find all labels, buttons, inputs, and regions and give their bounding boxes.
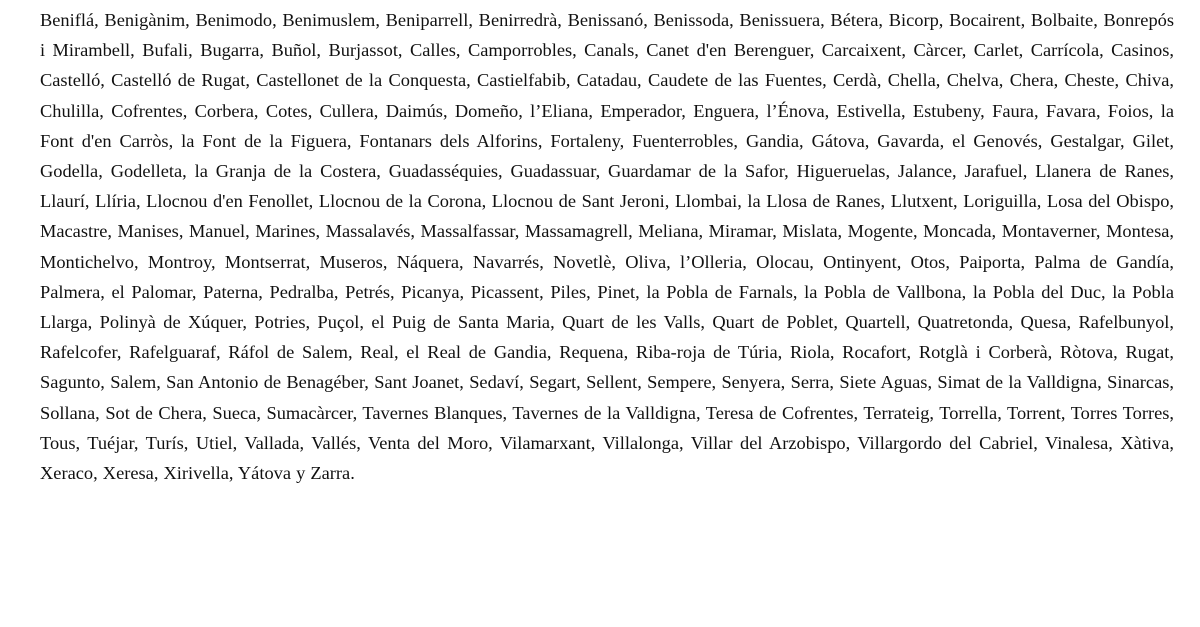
municipality-list-paragraph: Beniflá, Benigànim, Benimodo, Benimuslem, Beniparrell, Benirredrà, Benissanó, Benissoda, Benissuera, Bétera, Bicorp, Bocairent, Bolbaite, Bonrepós i Mirambell, Bufali, Bugarra, Buñol, Burjassot, Calles, Camporrobles, Canals, Canet d'en Berenguer, Carcaixent, Càrcer, Carlet, Carrícola, Casinos, Castelló, Castelló de Rugat, Castellonet de la Conquesta, Castielfabib, Catadau, Caudete de las Fuentes, Cerdà, Chella, Chelva, Chera, Cheste, Chiva, Chulilla, Cofrentes, Corbera, Cotes, Cullera, Daimús, Domeño, l’Eliana, Emperador, Enguera, l’Énova, Estivella, Estubeny, Faura, Favara, Foios, la Font d'en Carròs, la Font de la Figuera, Fontanars dels Alforins, Fortaleny, Fuenterrobles, Gandia, Gátova, Gavarda, el Genovés, Gestalgar, Gilet, Godella, Godelleta, la Granja de la Costera, Guadasséquies, Guadassuar, Guardamar de la Safor, Higueruelas, Jalance, Jarafuel, Llanera de Ranes, Llaurí, Llíria, Llocnou d'en Fenollet, Llocnou de la Corona, Llocnou de Sant Jeroni, Llombai, la Llosa de Ranes, Llutxent, Loriguilla, Losa del Obispo, Macastre, Manises, Manuel, Marines, Massalavés, Massalfassar, Massamagrell, Meliana, Miramar, Mislata, Mogente, Moncada, Montaverner, Montesa, Montichelvo, Montroy, Montserrat, Museros, Náquera, Navarrés, Novetlè, Oliva, l’Olleria, Olocau, Ontinyent, Otos, Paiporta, Palma de Gandía, Palmera, el Palomar, Paterna, Pedralba, Petrés, Picanya, Picassent, Piles, Pinet, la Pobla de Farnals, la Pobla de Vallbona, la Pobla del Duc, la Pobla Llarga, Polinyà de Xúquer, Potries, Puçol, el Puig de Santa Maria, Quart de les Valls, Quart de Poblet, Quartell, Quatretonda, Quesa, Rafelbunyol, Rafelcofer, Rafelguaraf, Ráfol de Salem, Real, el Real de Gandia, Requena, Riba-roja de Túria, Riola, Rocafort, Rotglà i Corberà, Ròtova, Rugat, Sagunto, Salem, San Antonio de Benagéber, Sant Joanet, Sedaví, Segart, Sellent, Sempere, Senyera, Serra, Siete Aguas, Simat de la Valldigna, Sinarcas, Sollana, Sot de Chera, Sueca, Sumacàrcer, Tavernes Blanques, Tavernes de la Valldigna, Teresa de Cofrentes, Terrateig, Torrella, Torrent, Torres Torres, Tous, Tuéjar, Turís, Utiel, Vallada, Vallés, Venta del Moro, Vilamarxant, Villalonga, Villar del Arzobispo, Villargordo del Cabriel, Vinalesa, Xàtiva, Xeraco, Xeresa, Xirivella, Yátova y Zarra.: [40, 10, 1174, 484]
